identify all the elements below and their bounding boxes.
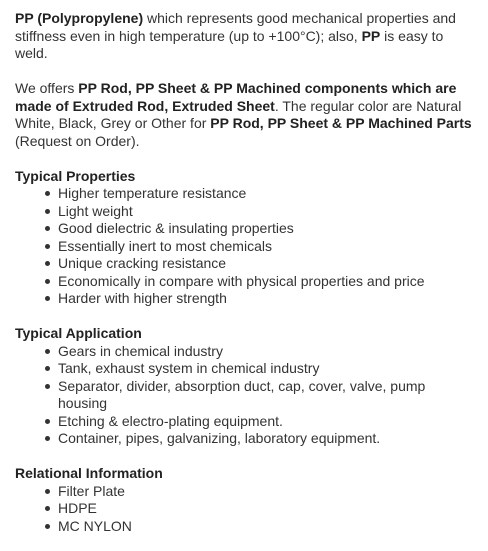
list-item-text: Good dielectric & insulating properties xyxy=(58,220,294,236)
bullet-icon xyxy=(45,419,50,424)
list-item xyxy=(58,290,475,308)
list-item xyxy=(58,343,475,361)
offer-text-3: (Request on Order). xyxy=(15,132,140,149)
relational-information-heading: Relational Information xyxy=(15,465,163,481)
bullet-icon xyxy=(45,279,50,284)
typical-application-heading: Typical Application xyxy=(15,325,142,341)
list-item-text: Economically in compare with physical properties and price xyxy=(58,272,425,289)
intro-product-name: PP (Polypropylene) xyxy=(15,10,144,26)
bullet-icon xyxy=(45,191,50,196)
typical-properties-list xyxy=(15,185,475,308)
bullet-icon xyxy=(45,261,50,266)
offer-bold-1: PP Rod, PP Sheet & PP Machined components which are made of Extruded Rod, Extruded Sheet xyxy=(15,80,457,114)
list-item xyxy=(58,500,475,518)
list-item-text: Filter Plate xyxy=(58,482,125,499)
list-item-text: Etching & electro-plating equipment. xyxy=(58,412,283,429)
typical-application-list xyxy=(15,343,475,448)
intro-text-1: which represents good mechanical properties and stiffness even in high temperature (up to +100°C); also, xyxy=(15,10,456,44)
bullet-icon xyxy=(45,524,50,529)
typical-properties-heading: Typical Properties xyxy=(15,167,136,184)
list-item-text: Essentially inert to most chemicals xyxy=(58,237,272,254)
list-item-text: Higher temperature resistance xyxy=(58,185,247,201)
list-item-text: Harder with higher strength xyxy=(58,290,227,306)
offer-bold-2: PP Rod, PP Sheet & PP Machined Parts xyxy=(210,115,472,131)
list-item-text: Container, pipes, galvanizing, laboratory equipment. xyxy=(58,430,381,446)
bullet-icon xyxy=(45,436,50,441)
bullet-icon xyxy=(45,296,50,301)
list-item-text: Gears in chemical industry xyxy=(58,342,223,359)
bullet-icon xyxy=(45,366,50,371)
list-item-text: HDPE xyxy=(58,500,97,516)
intro-text-2: is easy to weld. xyxy=(15,27,444,61)
list-item xyxy=(58,203,475,221)
list-item xyxy=(58,518,475,536)
list-item xyxy=(58,255,475,273)
list-item xyxy=(58,185,475,203)
bullet-icon xyxy=(45,489,50,494)
bullet-icon xyxy=(45,244,50,249)
bullet-icon xyxy=(45,506,50,511)
list-item-text: MC NYLON xyxy=(58,517,132,534)
list-item xyxy=(58,238,475,256)
bullet-icon xyxy=(45,384,50,389)
bullet-icon xyxy=(45,349,50,354)
bullet-icon xyxy=(45,226,50,231)
offer-text-2: . The regular color are Natural White, Black, Grey or Other for xyxy=(15,97,462,131)
list-item-text: Unique cracking resistance xyxy=(58,255,227,271)
list-item-text: Tank, exhaust system in chemical industry xyxy=(58,360,320,376)
relational-information-list xyxy=(15,483,475,536)
list-item xyxy=(58,360,475,378)
list-item-text: Light weight xyxy=(58,202,133,219)
offer-text-1: We offers xyxy=(15,80,79,96)
bullet-icon xyxy=(45,209,50,214)
intro-pp-bold: PP xyxy=(361,27,381,44)
offer-paragraph xyxy=(15,80,475,150)
list-item xyxy=(58,413,475,431)
list-item-text: Separator, divider, absorption duct, cap, cover, valve, pump housing xyxy=(58,377,426,411)
list-item xyxy=(58,220,475,238)
intro-paragraph xyxy=(15,10,475,63)
list-item xyxy=(58,483,475,501)
content-page xyxy=(15,10,475,535)
list-item xyxy=(58,378,475,413)
list-item xyxy=(58,273,475,291)
list-item xyxy=(58,430,475,448)
